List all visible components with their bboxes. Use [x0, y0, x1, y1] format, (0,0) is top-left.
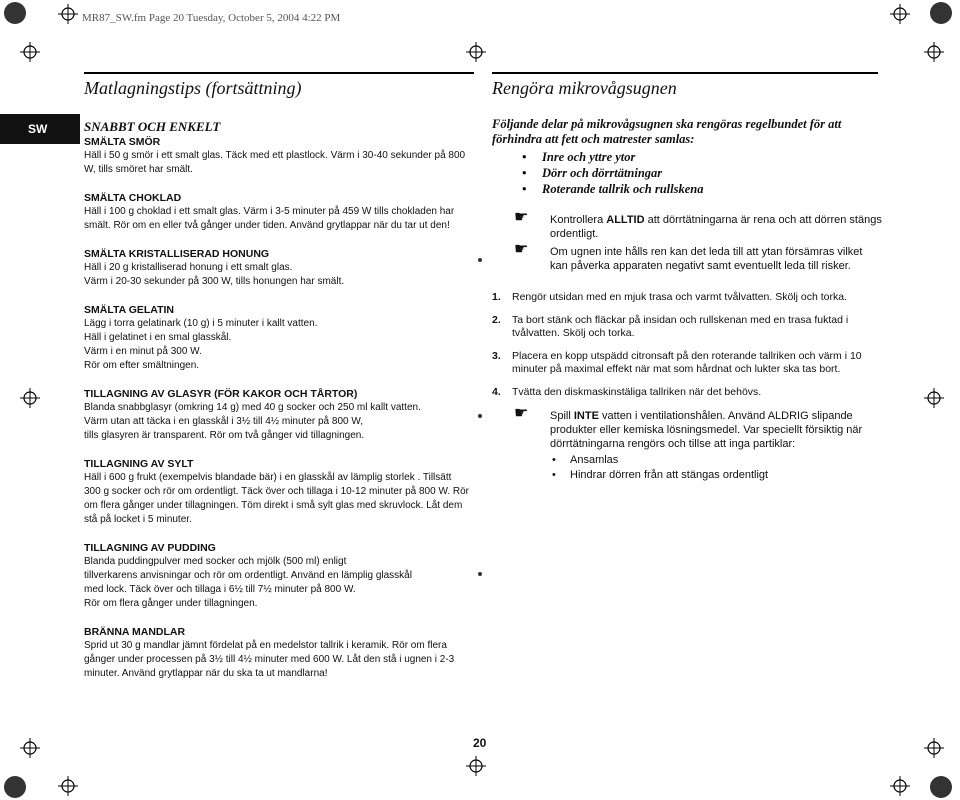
- recipe-text-line: Häll i 600 g frukt (exempelvis blandade bär) i en glasskål av lämplig storlek . Tillsätt: [84, 472, 452, 483]
- recipe-text-line: W, tills smöret har smält.: [84, 164, 193, 175]
- recipe-section: [84, 625, 474, 681]
- recipe-heading: BRÄNNA MANDLAR: [84, 626, 186, 638]
- registration-mark-icon: [466, 42, 486, 62]
- list-item: • Roterande tallrik och rullskena: [522, 182, 704, 196]
- recipe-heading: SMÄLTA CHOKLAD: [84, 192, 182, 204]
- recipe-text-line: Värm i 20-30 sekunder på 300 W, tills honungen har smält.: [84, 276, 345, 287]
- registration-mark-icon: [20, 738, 40, 758]
- registration-mark-icon: [924, 738, 944, 758]
- corner-dot-icon: [4, 776, 26, 798]
- corner-dot-icon: [4, 2, 26, 24]
- recipe-text-line: Värm i en minut på 300 W.: [84, 346, 202, 357]
- cleaning-step: 3. Placera en kopp utspädd citronsaft på den roterande tallriken och värm i 10 minuter på maximal effekt när mat som hårdnat och lukter ska tas bort.: [492, 350, 862, 375]
- recipe-section: [84, 541, 474, 611]
- recipe-text-line: Rör om flera gånger under tillagningen.: [84, 598, 258, 609]
- step-number: 4.: [492, 386, 501, 398]
- recipe-text-line: om flera gånger under tillagningen. Töm direkt i små sylt glas med skruvlock. Låt dem: [84, 500, 463, 511]
- recipe-section: [84, 191, 474, 233]
- recipe-heading: SMÄLTA KRISTALLISERAD HONUNG: [84, 248, 270, 260]
- step-number: 2.: [492, 314, 501, 326]
- recipe-text-line: Häll i 20 g kristalliserad honung i ett smalt glas.: [84, 262, 293, 273]
- recipe-text-line: Lägg i torra gelatinark (10 g) i 5 minuter i kallt vatten.: [84, 318, 318, 329]
- recipe-text-line: med lock. Täck över och tillaga i 6½ till 7½ minuter på 800 W.: [84, 584, 356, 595]
- final-note: ☛ Spill INTE vatten i ventilationshålen. Använd ALDRIG slipande produkter eller kemiska lösningsmedel. Var speciellt försiktig när dörrtätningarna rengörs och tillse att inga partiklar: • Ansamlas • Hindrar dörren från att stängas ordentligt: [492, 409, 882, 483]
- cleaning-step: 4. Tvätta den diskmaskinstäliga tallriken när det behövs.: [492, 386, 762, 398]
- registration-mark-icon: [924, 388, 944, 408]
- pointing-hand-icon: ☛: [514, 209, 529, 226]
- recipe-section: [84, 457, 474, 527]
- registration-mark-icon: [890, 776, 910, 796]
- recipe-heading: SMÄLTA GELATIN: [84, 304, 175, 316]
- step-number: 1.: [492, 291, 501, 303]
- registration-mark-icon: [58, 776, 78, 796]
- registration-mark-icon: [20, 42, 40, 62]
- step-number: 3.: [492, 350, 501, 362]
- recipe-text-line: Sprid ut 30 g mandlar jämnt fördelat på en medelstor tallrik i keramik. Rör om flera: [84, 640, 447, 651]
- list-item: • Hindrar dörren från att stängas ordentligt: [552, 469, 769, 481]
- recipe-text-line: Blanda puddingpulver med socker och mjölk (500 ml) enligt: [84, 556, 347, 567]
- warning-note: ☛ Kontrollera ALLTID att dörrtätningarna är rena och att dörren stängs ordentligt.: [514, 209, 882, 240]
- recipe-section: [84, 247, 474, 289]
- bullet-icon: •: [522, 166, 527, 180]
- registration-mark-icon: [924, 42, 944, 62]
- warning-note: ☛ Om ugnen inte hålls ren kan det leda till att ytan försämras vilket kan påverka apparaten negativt samt eventuellt leda till risker.: [514, 241, 863, 272]
- recipe-heading: TILLAGNING AV GLASYR (FÖR KAKOR OCH TÅRTOR): [84, 388, 358, 400]
- registration-mark-icon: [466, 756, 486, 776]
- recipe-section: [84, 303, 474, 373]
- recipe-text-line: Häll i 50 g smör i ett smalt glas. Täck med ett plastlock. Värm i 30-40 sekunder på 800: [84, 150, 466, 161]
- recipe-section: [84, 387, 474, 443]
- margin-dot-icon: [478, 258, 482, 262]
- page-number: 20: [473, 736, 487, 750]
- section-subtitle: SNABBT OCH ENKELT: [84, 119, 221, 134]
- bullet-icon: •: [522, 150, 527, 164]
- margin-dot-icon: [478, 572, 482, 576]
- cleaning-column: [492, 117, 882, 487]
- bullet-icon: •: [552, 454, 556, 466]
- recipe-text-line: Rör om efter smältningen.: [84, 360, 200, 371]
- recipe-text-line: 300 g socker och rör om ordentligt. Täck över och tillaga i 10-12 minuter på 800 W. Rör: [84, 486, 470, 497]
- recipe-text-line: minuter. Använd grytlappar när du ska ta ut mandlarna!: [84, 668, 328, 679]
- recipe-text-line: Blanda snabbglasyr (omkring 14 g) med 40 g socker och 250 ml kallt vatten.: [84, 402, 421, 413]
- right-page-title: Rengöra mikrovågsugnen: [492, 72, 878, 99]
- recipe-text-line: tillverkarens anvisningar och rör om ordentligt. Använd en lämplig glasskål: [84, 570, 412, 581]
- bullet-icon: •: [522, 182, 527, 196]
- registration-mark-icon: [58, 4, 78, 24]
- corner-dot-icon: [930, 2, 952, 24]
- cleaning-intro: Följande delar på mikrovågsugnen ska rengöras regelbundet för att förhindra att fett och matrester samlas:: [492, 117, 842, 146]
- recipe-text-line: smält. Rör om en eller två gånger under tiden. Använd grytlappar när du tar ut den!: [84, 220, 450, 231]
- recipe-text-line: gånger under processen på 3½ till 4½ minuter med 600 W. Låt den stå i ugnen i 2-3: [84, 654, 455, 665]
- recipe-text-line: Häll i gelatinet i en smal glasskål.: [84, 332, 232, 343]
- recipe-heading: TILLAGNING AV SYLT: [84, 458, 194, 470]
- margin-dot-icon: [478, 414, 482, 418]
- recipe-text-line: stå på locket i 5 minuter.: [84, 514, 192, 525]
- list-item: • Ansamlas: [552, 454, 619, 466]
- final-note-list: [550, 453, 882, 483]
- cooking-tips-column: [84, 119, 474, 695]
- recipe-section: [84, 135, 474, 177]
- language-tab: SW: [0, 114, 80, 144]
- pointing-hand-icon: ☛: [514, 241, 529, 258]
- recipe-text-line: tills glasyren är transparent. Rör om två gånger vid tillagningen.: [84, 430, 365, 441]
- cleaning-step: 2. Ta bort stänk och fläckar på insidan och rullskenan med en trasa fuktad i tvålvatten. Skölj och torka.: [492, 314, 849, 339]
- recipe-heading: SMÄLTA SMÖR: [84, 136, 161, 148]
- list-item: • Dörr och dörrtätningar: [522, 166, 663, 180]
- bullet-icon: •: [552, 469, 556, 481]
- pointing-hand-icon: ☛: [514, 405, 529, 422]
- recipe-heading: TILLAGNING AV PUDDING: [84, 542, 216, 554]
- file-header: MR87_SW.fm Page 20 Tuesday, October 5, 2004 4:22 PM: [82, 12, 341, 24]
- recipe-text-line: Värm utan att täcka i en glasskål i 3½ till 4½ minuter på 800 W,: [84, 416, 364, 427]
- cleaning-parts-list: [492, 149, 882, 197]
- list-item: • Inre och yttre ytor: [522, 150, 636, 164]
- recipe-text-line: Häll i 100 g choklad i ett smalt glas. Värm i 3-5 minuter på 459 W tills chokladen har: [84, 206, 455, 217]
- cleaning-step: 1. Rengör utsidan med en mjuk trasa och varmt tvålvatten. Skölj och torka.: [492, 291, 847, 303]
- registration-mark-icon: [890, 4, 910, 24]
- left-page-title: Matlagningstips (fortsättning): [84, 72, 474, 99]
- corner-dot-icon: [930, 776, 952, 798]
- registration-mark-icon: [20, 388, 40, 408]
